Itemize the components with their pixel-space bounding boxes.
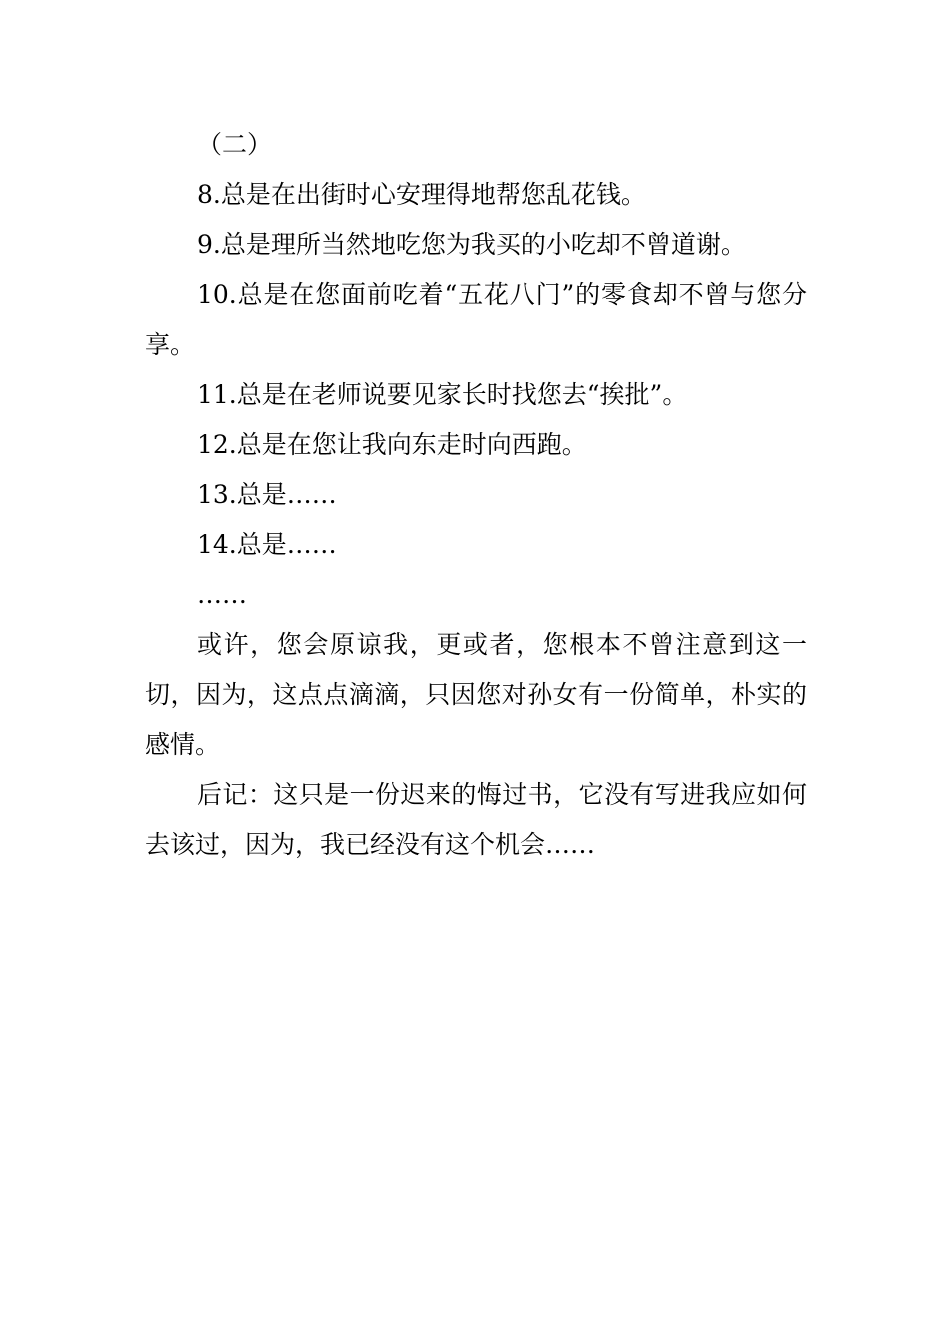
section-heading: （二） bbox=[197, 130, 273, 159]
list-item-12: 12.总是在您让我向东走时向西跑。 bbox=[197, 430, 587, 459]
list-item-10: 10.总是在您面前吃着“五花八门”的零食却不曾与您分享。 bbox=[145, 280, 807, 359]
ellipsis-line: …… bbox=[197, 580, 247, 609]
list-item-13: 13.总是…… bbox=[197, 480, 337, 509]
list-item-14: 14.总是…… bbox=[197, 530, 337, 559]
list-item-9: 9.总是理所当然地吃您为我买的小吃却不曾道谢。 bbox=[197, 230, 746, 259]
paragraph-postscript: 后记：这只是一份迟来的悔过书，它没有写进我应如何去该过，因为，我已经没有这个机会…… bbox=[145, 780, 807, 859]
list-item-8: 8.总是在出街时心安理得地帮您乱花钱。 bbox=[197, 180, 646, 209]
list-item-11: 11.总是在老师说要见家长时找您去“挨批”。 bbox=[197, 380, 688, 409]
paragraph-forgiveness: 或许，您会原谅我，更或者，您根本不曾注意到这一切，因为，这点点滴滴，只因您对孙女有一份简单，朴实的感情。 bbox=[145, 630, 807, 759]
document-body bbox=[145, 120, 807, 870]
